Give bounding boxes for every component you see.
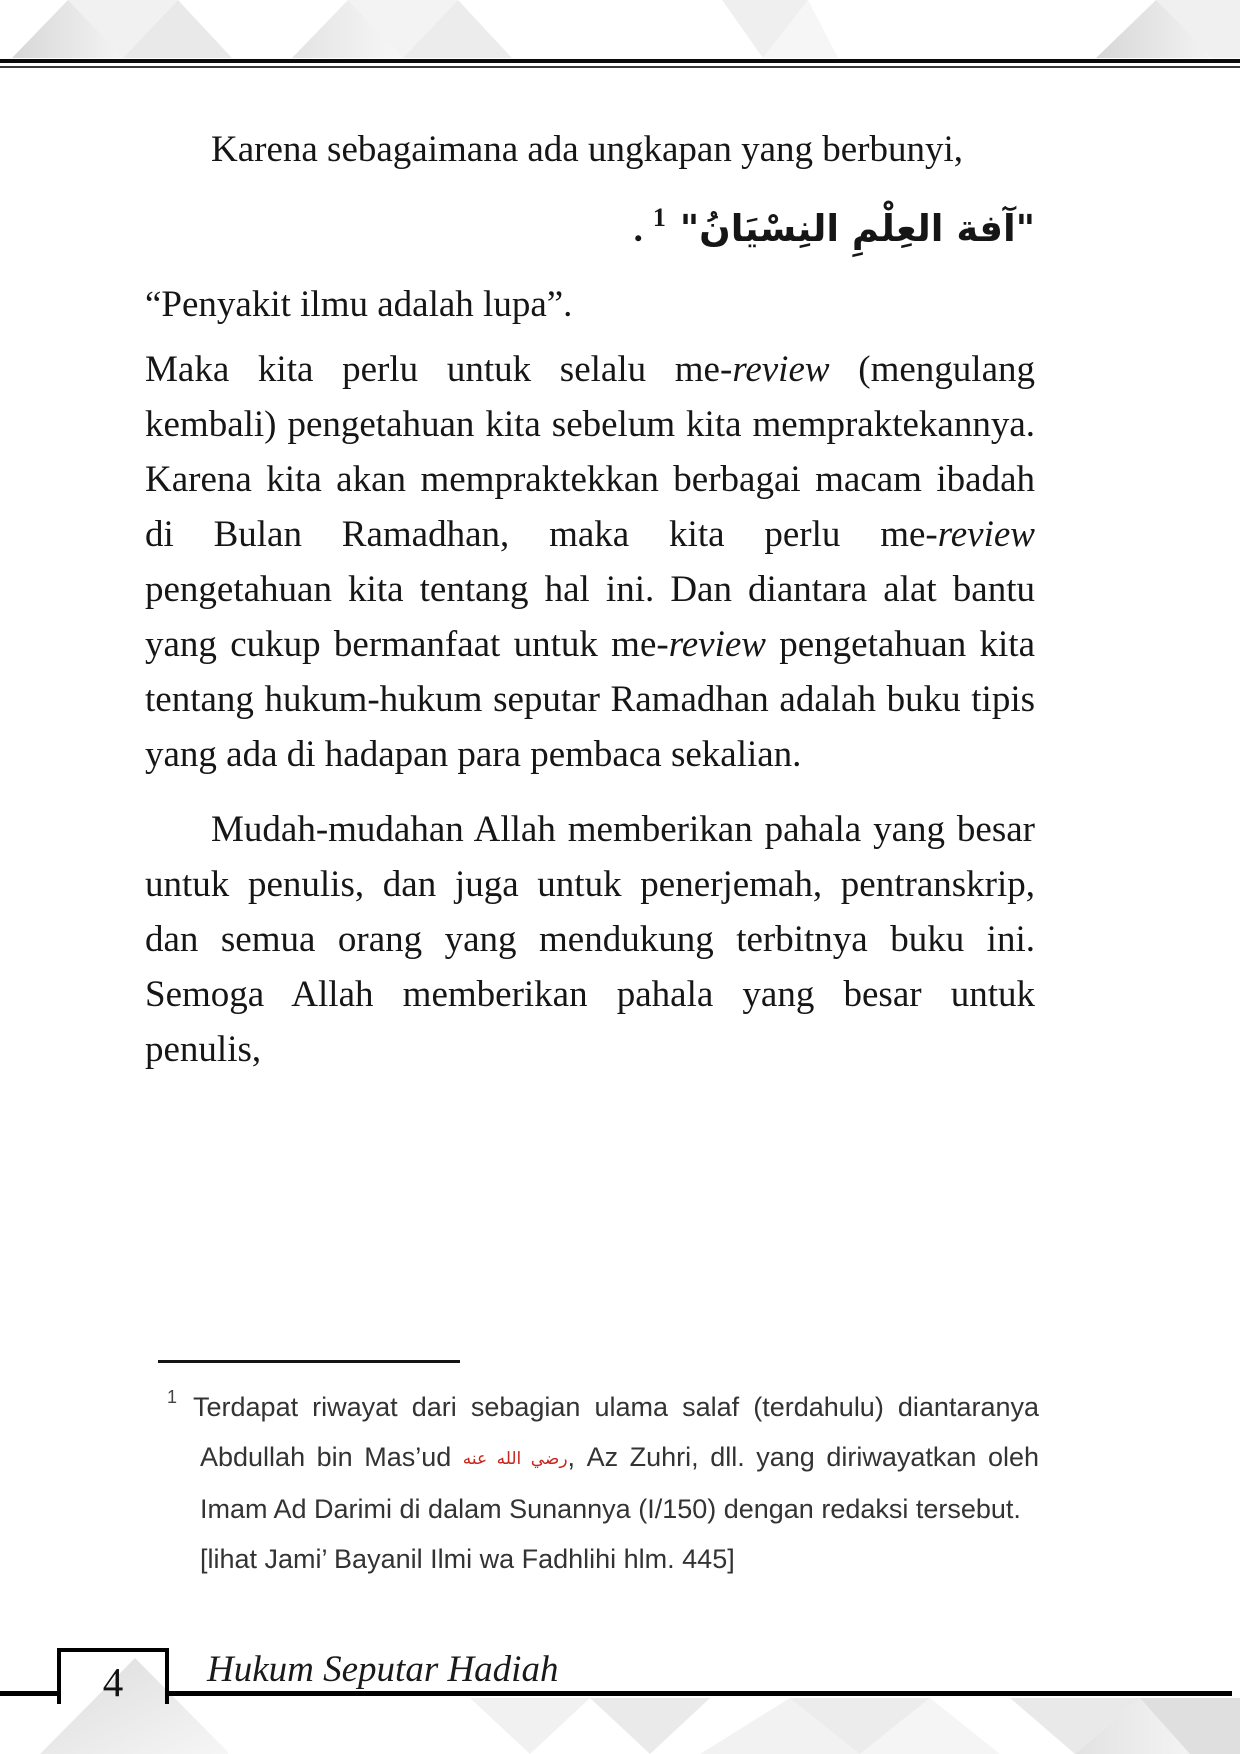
italic-review: review [937, 514, 1035, 555]
paragraph-main-run: pengetahuan kita tentang hal ini. Dan diantara alat bantu yang cukup bermanfaat untuk me- [145, 569, 1035, 665]
paragraph-main-run: Maka kita perlu untuk selalu me- [145, 349, 733, 390]
paragraph-main-run: (mengulang kembali) pengetahuan kita sebelum kita mempraktekannya. Karena kita akan mempraktekkan berbagai macam ibadah di Bulan Ramadhan, maka kita perlu me- [145, 349, 1035, 555]
paragraph-translation: “Penyakit ilmu adalah lupa”. [145, 284, 573, 325]
footer-rule-left [0, 1691, 57, 1696]
footnote-text [167, 1372, 1039, 1534]
book-title: Hukum Seputar Hadiah [207, 1649, 559, 1690]
header-decoration [0, 0, 1240, 58]
italic-review: review [668, 624, 766, 665]
paragraph-opening-text: Karena sebagaimana ada ungkapan yang berbunyi, [211, 129, 964, 170]
footer-rule-right [169, 1691, 1232, 1696]
footnote-run: , Az Zuhri, dll. yang diriwayatkan oleh Imam Ad Darimi di dalam Sunannya (I/150) dengan redaksi tersebut. [200, 1442, 1040, 1524]
arabic-quote-text: "آفة العِلْمِ النِسْيَانُ" [679, 207, 1035, 250]
paragraph-main [145, 342, 1035, 782]
honorific-arabic: رضي الله عنه [462, 1449, 568, 1469]
header-rule-thick [0, 59, 1240, 63]
italic-review: review [732, 349, 830, 390]
arabic-quote-line [145, 187, 1035, 261]
footnote-separator [158, 1360, 460, 1363]
footnote-marker: 1 [167, 1387, 178, 1407]
footnote-run: Terdapat riwayat dari sebagian ulama salaf (terdahulu) diantaranya Abdullah bin Mas’ud [193, 1392, 1039, 1472]
footer-decoration [0, 1698, 1240, 1754]
paragraph-dua: Mudah-mudahan Allah memberikan pahala yang besar untuk penulis, dan juga untuk penerjemah, pentranskrip, dan semua orang yang mendukung terbitnya buku ini. Semoga Allah memberikan pahala yang besar untuk penulis, [145, 809, 1035, 1070]
paragraph-opening [145, 122, 1035, 177]
footnote-ref: 1 [652, 203, 666, 232]
arabic-quote-period: . [633, 209, 643, 250]
page-number: 4 [102, 1659, 124, 1705]
footnote [167, 1372, 1039, 1584]
page-number-box [57, 1648, 169, 1704]
paragraph-main-run: pengetahuan kita tentang hukum-hukum seputar Ramadhan adalah buku tipis yang ada di hadapan para pembaca sekalian. [145, 624, 1035, 775]
footnote-citation: [lihat Jami’ Bayanil Ilmi wa Fadhlihi hlm. 445] [200, 1544, 735, 1574]
page-content [145, 122, 1035, 1077]
header-rule-thin [0, 66, 1240, 68]
